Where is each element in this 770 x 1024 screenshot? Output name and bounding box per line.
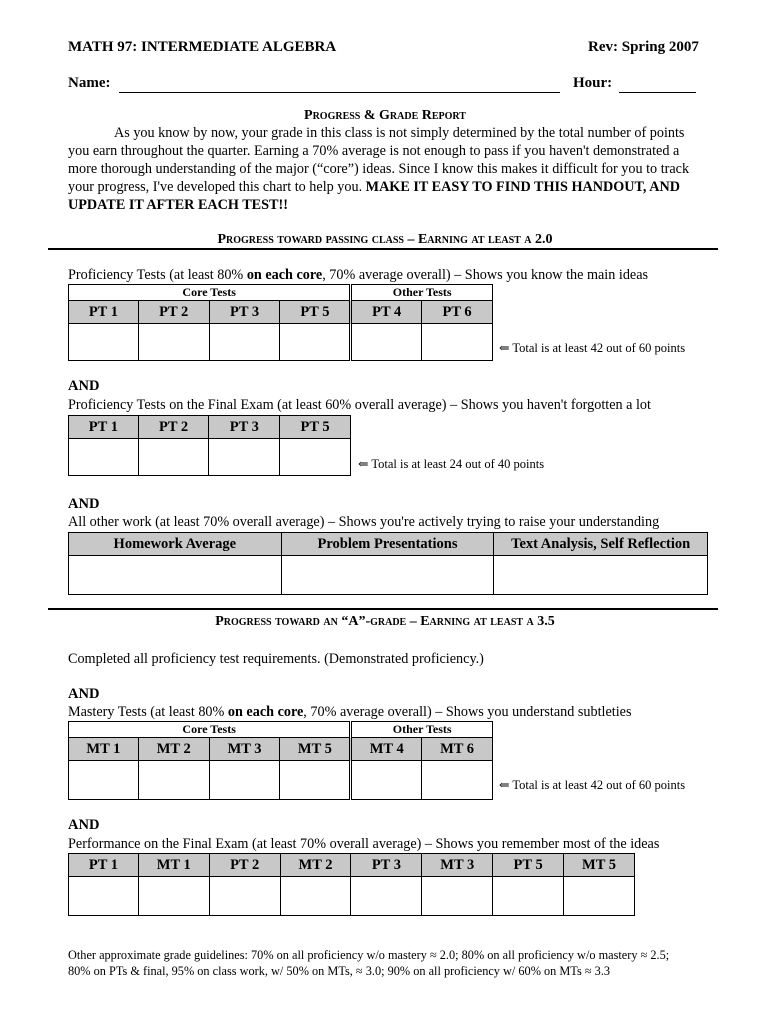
score-cell[interactable] xyxy=(138,324,209,361)
proficiency-description: Proficiency Tests (at least 80% on each core, 70% average overall) – Shows you know the main ideas xyxy=(68,267,649,283)
score-cell[interactable] xyxy=(138,439,209,476)
and-label: AND xyxy=(68,817,100,833)
column-header: PT 5 xyxy=(280,301,351,324)
final-total-note: ⇐ Total is at least 24 out of 40 points xyxy=(358,457,545,471)
score-cell[interactable] xyxy=(69,556,282,595)
completed-requirements: Completed all proficiency test requirements. (Demonstrated proficiency.) xyxy=(68,651,484,667)
column-header: MT 3 xyxy=(422,854,493,877)
score-cell[interactable] xyxy=(69,439,139,476)
score-cell[interactable] xyxy=(422,324,493,361)
column-header: PT 1 xyxy=(69,854,139,877)
final-performance-table xyxy=(68,853,635,916)
section2-title: Progress toward an “A”-grade – Earning at least a 3.5 xyxy=(215,614,555,629)
column-header: MT 3 xyxy=(209,738,280,761)
score-cell[interactable] xyxy=(138,877,209,916)
column-header: MT 1 xyxy=(69,738,139,761)
column-header: PT 3 xyxy=(209,301,280,324)
score-cell[interactable] xyxy=(280,761,351,800)
column-header: MT 2 xyxy=(280,854,351,877)
final-proficiency-table xyxy=(68,415,351,476)
section1-title: Progress toward passing class – Earning at least a 2.0 xyxy=(217,232,553,247)
other-work-table xyxy=(68,532,708,595)
score-cell[interactable] xyxy=(209,439,280,476)
core-tests-caption: Core Tests xyxy=(69,722,351,738)
score-cell[interactable] xyxy=(69,324,139,361)
column-header: PT 1 xyxy=(69,301,139,324)
intro-text: As you know by now, your grade in this class is not simply determined by the total number of points you earn throughout the quarter. Earning a 70% average is not enough to pass if you haven't demonstrated a more thorough understanding of the major (“core”) ideas. Since I know this makes it difficult for you to track your progress, I've developed this chart to help you. xyxy=(68,125,690,195)
score-cell[interactable] xyxy=(209,761,280,800)
grade-guidelines-line-1: Other approximate grade guidelines: 70% on all proficiency w/o mastery ≈ 2.0; 80% on all proficiency w/o mastery ≈ 2.5; xyxy=(68,948,670,962)
score-cell[interactable] xyxy=(281,556,494,595)
score-cell[interactable] xyxy=(209,324,280,361)
hour-field[interactable] xyxy=(619,92,696,93)
score-cell[interactable] xyxy=(280,439,351,476)
name-field[interactable] xyxy=(119,92,560,93)
and-label: AND xyxy=(68,686,100,702)
column-header: PT 6 xyxy=(422,301,493,324)
column-header: MT 2 xyxy=(138,738,209,761)
score-cell[interactable] xyxy=(351,324,422,361)
column-header: PT 3 xyxy=(209,416,280,439)
column-header: PT 2 xyxy=(138,301,209,324)
score-cell[interactable] xyxy=(494,556,708,595)
column-header: MT 5 xyxy=(280,738,351,761)
column-header: PT 4 xyxy=(351,301,422,324)
column-header: Problem Presentations xyxy=(281,533,494,556)
column-header: Text Analysis, Self Reflection xyxy=(494,533,708,556)
hour-label: Hour: xyxy=(573,75,613,91)
column-header: PT 5 xyxy=(493,854,564,877)
score-cell[interactable] xyxy=(280,324,351,361)
performance-description: Performance on the Final Exam (at least 70% overall average) – Shows you remember most of the ideas xyxy=(68,836,660,852)
revision-label: Rev: Spring 2007 xyxy=(588,39,699,55)
other-work-description: All other work (at least 70% overall average) – Shows you're actively trying to raise your understanding xyxy=(68,514,660,530)
score-cell[interactable] xyxy=(69,877,139,916)
report-title: Progress & Grade Report xyxy=(304,108,466,123)
column-header: PT 2 xyxy=(138,416,209,439)
intro-paragraph xyxy=(68,124,700,214)
section1-rule xyxy=(48,248,718,250)
other-tests-caption: Other Tests xyxy=(351,285,493,301)
section2-rule xyxy=(48,608,718,610)
column-header: PT 5 xyxy=(280,416,351,439)
name-label: Name: xyxy=(68,75,111,91)
and-label: AND xyxy=(68,496,100,512)
column-header: MT 1 xyxy=(138,854,209,877)
score-cell[interactable] xyxy=(422,761,493,800)
column-header: MT 4 xyxy=(351,738,422,761)
mastery-total-note: ⇐ Total is at least 42 out of 60 points xyxy=(499,778,686,792)
mastery-tests-table xyxy=(68,721,493,800)
column-header: MT 6 xyxy=(422,738,493,761)
column-header: PT 3 xyxy=(351,854,422,877)
final-proficiency-description: Proficiency Tests on the Final Exam (at least 60% overall average) – Shows you haven't forgotten a lot xyxy=(68,397,651,413)
score-cell[interactable] xyxy=(209,877,280,916)
column-header: MT 5 xyxy=(564,854,635,877)
score-cell[interactable] xyxy=(422,877,493,916)
grade-guidelines-line-2: 80% on PTs & final, 95% on class work, w/ 50% on MTs, ≈ 3.0; 90% on all proficiency w/ 60% on MTs ≈ 3.3 xyxy=(68,964,611,978)
and-label: AND xyxy=(68,378,100,394)
score-cell[interactable] xyxy=(351,761,422,800)
column-header: PT 1 xyxy=(69,416,139,439)
column-header: Homework Average xyxy=(69,533,282,556)
score-cell[interactable] xyxy=(351,877,422,916)
score-cell[interactable] xyxy=(280,877,351,916)
column-header: PT 2 xyxy=(209,854,280,877)
intro-emphasis: MAKE IT EASY TO FIND THIS HANDOUT, AND UPDATE IT AFTER EACH TEST!! xyxy=(68,179,680,213)
proficiency-total-note: ⇐ Total is at least 42 out of 60 points xyxy=(499,341,686,355)
course-title: MATH 97: INTERMEDIATE ALGEBRA xyxy=(68,39,337,55)
score-cell[interactable] xyxy=(564,877,635,916)
score-cell[interactable] xyxy=(493,877,564,916)
other-tests-caption: Other Tests xyxy=(351,722,493,738)
score-cell[interactable] xyxy=(69,761,139,800)
core-tests-caption: Core Tests xyxy=(69,285,351,301)
score-cell[interactable] xyxy=(138,761,209,800)
mastery-description: Mastery Tests (at least 80% on each core, 70% average overall) – Shows you understand subtleties xyxy=(68,704,632,720)
proficiency-tests-table xyxy=(68,284,493,361)
